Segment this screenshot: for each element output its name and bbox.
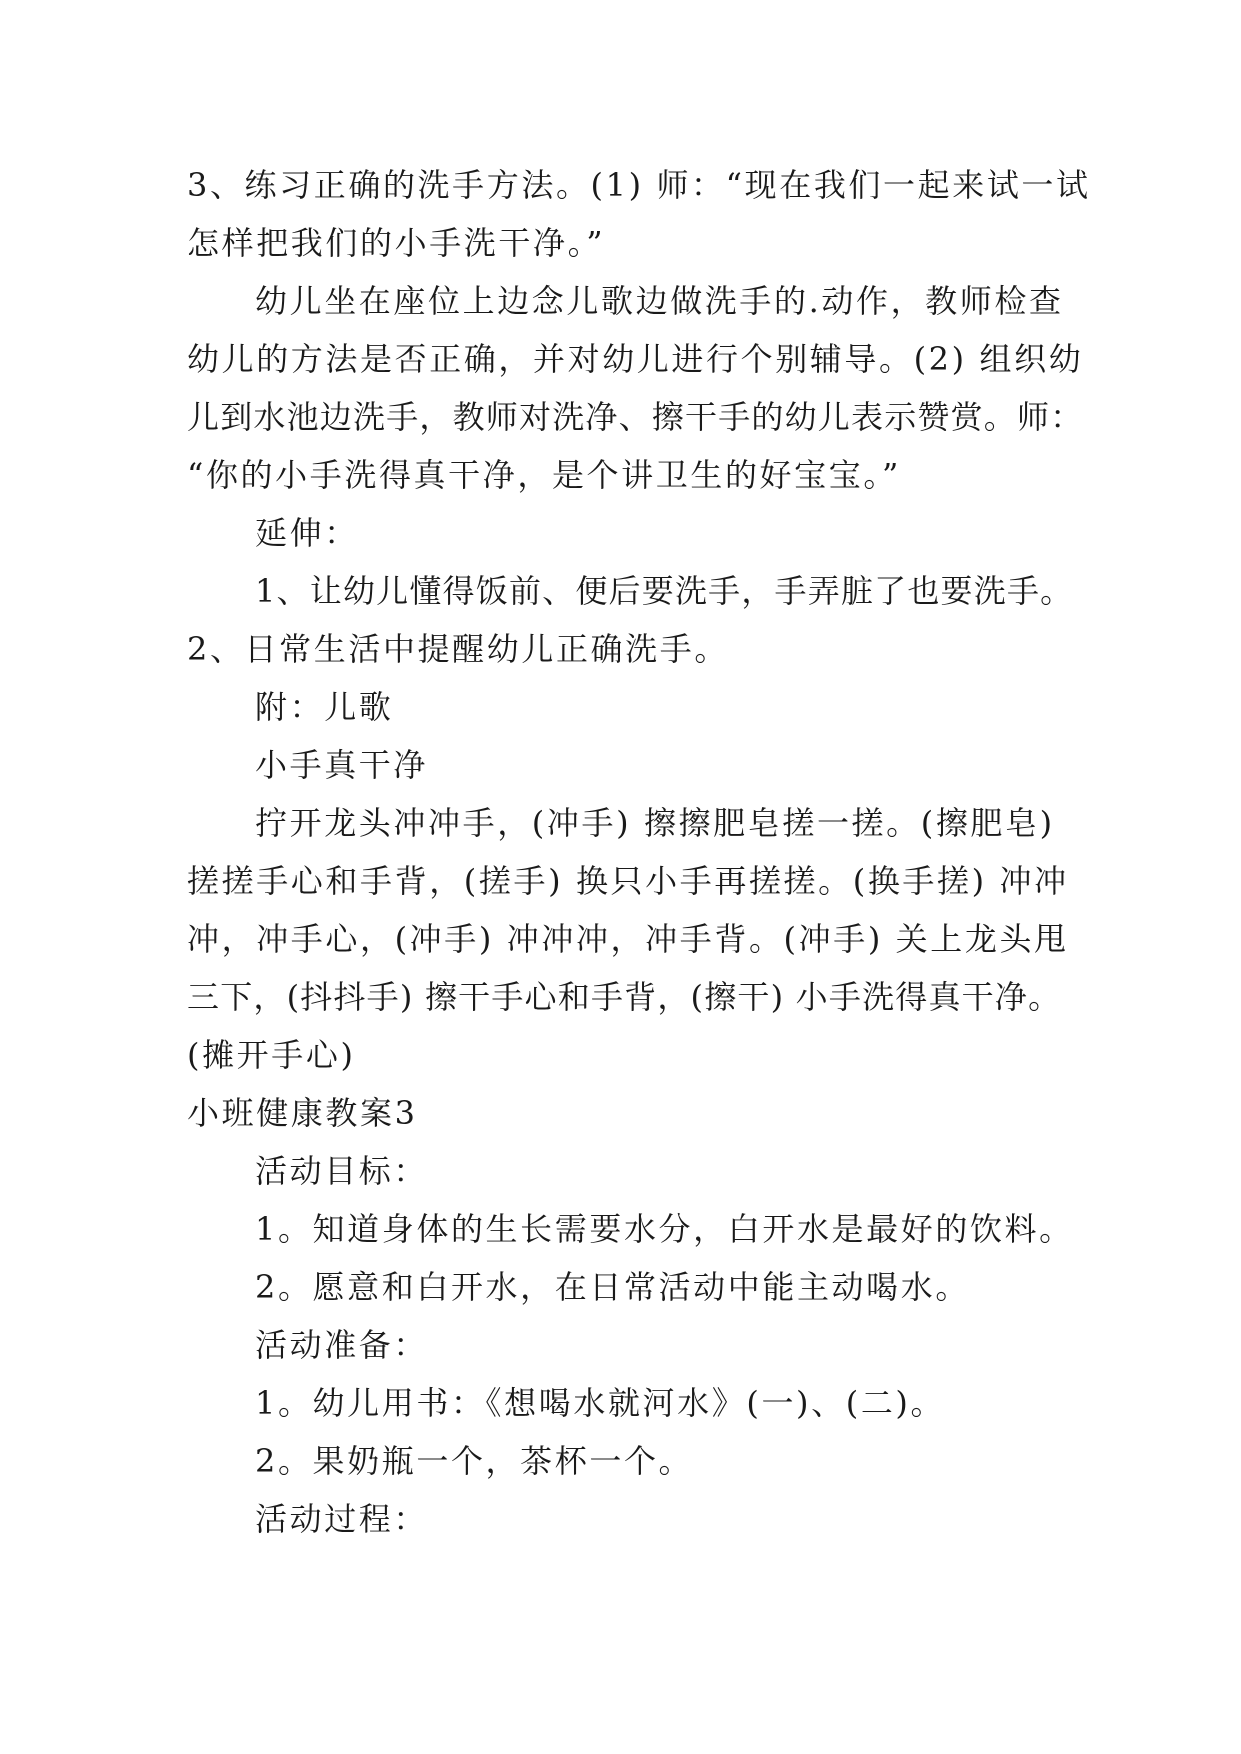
text-line-6: “你的小手洗得真干净，是个讲卫生的好宝宝。” <box>187 456 901 494</box>
goal-item-1: 1。知道身体的生长需要水分，白开水是最好的饮料。 <box>255 1210 1074 1248</box>
text-line-1: 3、练习正确的洗手方法。(1) 师：“现在我们一起来试一试 <box>187 166 1091 204</box>
rhyme-line-5: (摊开手心) <box>187 1036 356 1074</box>
section-label-preparation: 活动准备： <box>255 1326 429 1364</box>
rhyme-title: 小手真干净 <box>255 746 429 784</box>
rhyme-line-4: 三下，(抖抖手) 擦干手心和手背，(擦干) 小手洗得真干净。 <box>187 978 1062 1016</box>
appendix-label: 附：儿歌 <box>255 688 394 726</box>
text-line-5: 儿到水池边洗手，教师对洗净、擦干手的幼儿表示赞赏。师： <box>187 398 1084 436</box>
rhyme-line-2: 搓搓手心和手背，(搓手) 换只小手再搓搓。(换手搓) 冲冲 <box>187 862 1069 900</box>
text-line-2: 怎样把我们的小手洗干净。” <box>187 224 606 262</box>
section-label-extension: 延伸： <box>255 514 359 552</box>
text-line-3: 幼儿坐在座位上边念儿歌边做洗手的.动作，教师检查 <box>255 282 1064 320</box>
preparation-item-2: 2。果奶瓶一个，茶杯一个。 <box>255 1442 694 1480</box>
section-label-process: 活动过程： <box>255 1500 429 1538</box>
text-line-9: 2、日常生活中提醒幼儿正确洗手。 <box>187 630 729 668</box>
text-line-8: 1、让幼儿懂得饭前、便后要洗手，手弄脏了也要洗手。 <box>255 572 1074 610</box>
lesson-title: 小班健康教案3 <box>187 1094 418 1132</box>
rhyme-line-1: 拧开龙头冲冲手，(冲手) 擦擦肥皂搓一搓。(擦肥皂) <box>255 804 1055 842</box>
text-line-4: 幼儿的方法是否正确，并对幼儿进行个别辅导。(2) 组织幼 <box>187 340 1084 378</box>
preparation-item-1: 1。幼儿用书：《想喝水就河水》(一)、(二)。 <box>255 1384 946 1422</box>
goal-item-2: 2。愿意和白开水，在日常活动中能主动喝水。 <box>255 1268 970 1306</box>
rhyme-line-3: 冲，冲手心，(冲手) 冲冲冲，冲手背。(冲手) 关上龙头甩 <box>187 920 1069 958</box>
section-label-goals: 活动目标： <box>255 1152 429 1190</box>
